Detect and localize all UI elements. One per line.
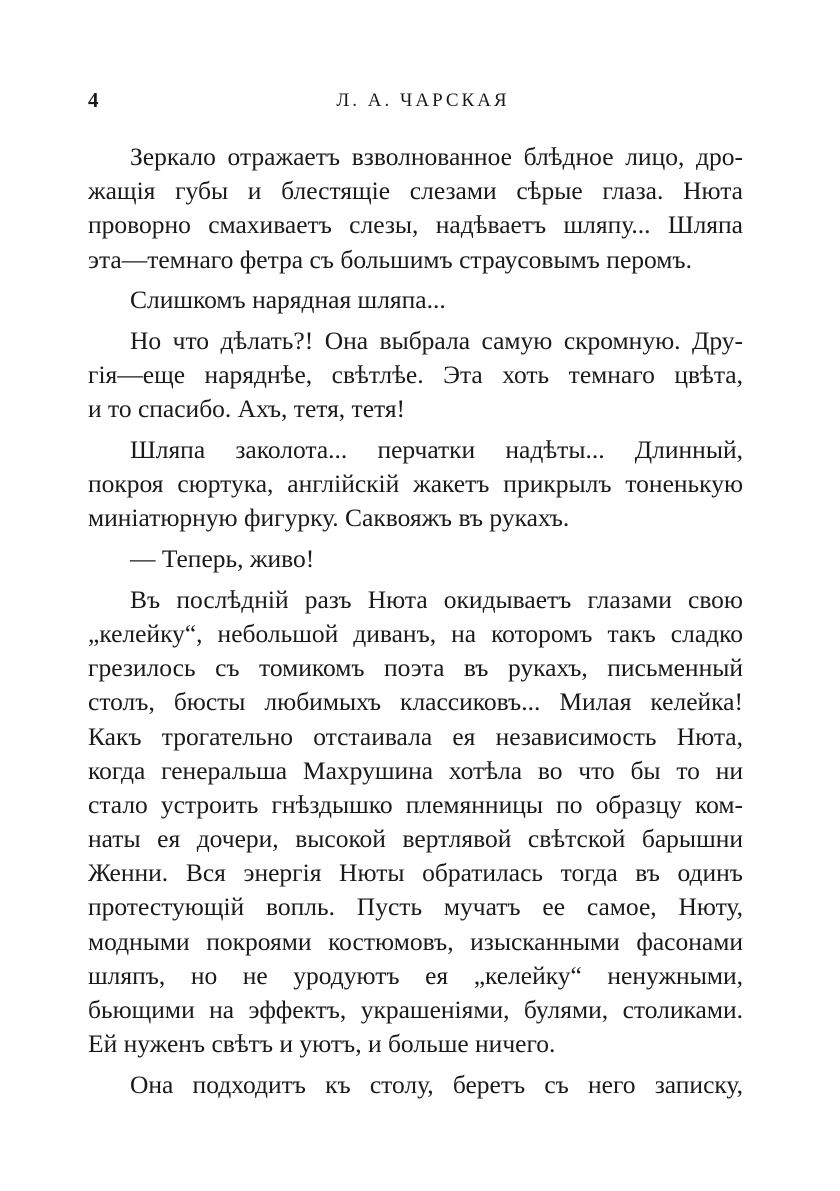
text-line: Зеркало отражаетъ взволнованное блѣдное лицо, дро- <box>130 142 743 171</box>
text-line: покроя сюртука, англійскій жакетъ прикрылъ тоненькую <box>88 469 743 499</box>
paragraph <box>88 433 743 536</box>
page-header <box>88 88 738 118</box>
text-line: бьющими на эффектъ, украшеніями, булями, столиками. <box>88 995 743 1024</box>
body-text <box>88 140 743 1102</box>
text-line: Но что дѣлать?! Она выбрала самую скромную. Дру- <box>130 325 743 355</box>
text-line: Слишкомъ нарядная шляпа... <box>130 285 446 315</box>
text-line: Какъ трогательно отстаивала ея независимость Нюта, <box>88 721 743 751</box>
text-line: гія—еще наряднѣе, свѣтлѣе. Эта хоть темнаго цвѣта, <box>88 360 743 390</box>
text-line: проворно смахиваетъ слезы, надѣваетъ шляпу... Шляпа <box>88 210 743 240</box>
text-line: наты ея дочери, высокой вертлявой свѣтской барышни <box>88 824 743 854</box>
text-line: протестующій вопль. Пусть мучатъ ее самое, Нюту, <box>88 892 743 922</box>
text-line: жащія губы и блестящіе слезами сѣрые глаза. Нюта <box>88 176 743 206</box>
running-head-author: Л. А. ЧАРСКАЯ <box>336 90 510 111</box>
text-line: Ей нуженъ свѣтъ и уютъ, и больше ничего. <box>88 1029 556 1059</box>
text-line: модными покроями костюмовъ, изысканными фасонами <box>88 926 743 956</box>
text-line: Женни. Вся энергія Нюты обратилась тогда въ одинъ <box>88 858 743 888</box>
paragraph <box>88 542 743 576</box>
text-line: стало устроить гнѣздышко племянницы по образцу ком- <box>88 789 743 819</box>
page-number: 4 <box>88 88 99 112</box>
text-line: миніатюрную фигурку. Саквояжъ въ рукахъ. <box>88 503 570 533</box>
text-line: столъ, бюсты любимыхъ классиковъ... Милая келейка! <box>88 687 743 717</box>
paragraph <box>88 583 743 1062</box>
text-line: Она подходитъ къ столу, беретъ съ него записку, <box>130 1069 743 1099</box>
text-line: — Теперь, живо! <box>130 544 315 574</box>
text-line: когда генеральша Махрушина хотѣла во что бы то ни <box>88 755 743 785</box>
text-line: грезилось съ томикомъ поэта въ рукахъ, письменный <box>88 653 743 683</box>
paragraph <box>88 140 743 277</box>
text-line: „келейку“, небольшой диванъ, на которомъ такъ сладко <box>88 618 743 648</box>
text-line: Шляпа заколота... перчатки надѣты... Длинный, <box>130 435 743 464</box>
text-line: Въ послѣдній разъ Нюта окидываетъ глазами свою <box>130 584 743 614</box>
text-line: и то спасибо. Ахъ, тетя, тетя! <box>88 394 406 424</box>
paragraph <box>88 324 743 427</box>
text-line: шляпъ, но не уродуютъ ея „келейку“ ненужными, <box>88 960 743 990</box>
paragraph <box>88 1068 743 1102</box>
paragraph <box>88 283 743 317</box>
text-line: эта—темнаго фетра съ большимъ страусовымъ перомъ. <box>88 244 692 274</box>
